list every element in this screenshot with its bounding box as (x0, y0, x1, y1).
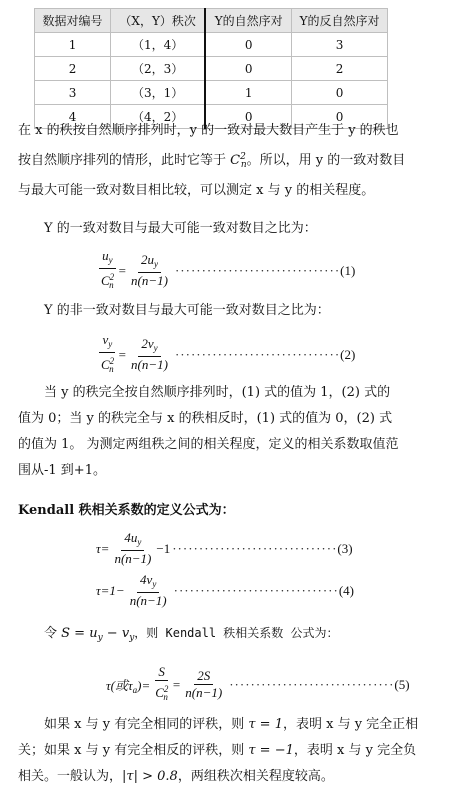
table-row (35, 57, 388, 81)
paragraph-define-s: 令 $S = u_y - v_y$，则 Kendall 秩相关系数 公式为： (44, 626, 339, 643)
cell-discordant: 0 (292, 81, 388, 105)
rank-pairs-table (34, 8, 388, 129)
paragraph-ratio-concordant: Y 的一致对数目与最大可能一致对数目之比为： (44, 221, 317, 236)
text-span: 。所以，用 y 的一致对数目 (246, 153, 406, 168)
paragraph-explanation (18, 380, 438, 484)
text-line: 关；如果 x 与 y 有完全相反的评秩，则 τ = −1，表明 x 与 y 完全负 (18, 743, 417, 758)
text-line: 相关。一般认为，|τ| > 0.8，两组秩次相关程度较高。 (18, 769, 334, 784)
text-line (18, 144, 438, 178)
text-line: 围从-1 到+1。 (18, 463, 106, 478)
formula-4: τ=1− $\frac{4v_y}{n(n-1)}$ ······························· (4) (96, 572, 355, 608)
inline-math-s: $S = u_y - v_y$ (61, 626, 135, 643)
text-span: 按自然顺序排列的情形，此时它等于 (18, 153, 231, 168)
formula-5: τ(或$\tau_a)=$ $\frac{S}{C^2_n}$ = $\frac{2S}{n(n-1)}$ ······························· (5) (106, 664, 410, 705)
text-line: 在 x 的秩按自然顺序排列时，y 的一致对最大数目产生于 y 的秩也 (18, 123, 399, 138)
cell-concordant: 0 (205, 105, 291, 129)
paragraph-conclusion (18, 712, 438, 790)
fraction: $\frac{v_y}{C^2_n}$ (101, 332, 115, 374)
leader-dots: ······························· (174, 262, 341, 278)
fraction: $\frac{u_y}{C^2_n}$ (101, 248, 115, 290)
equation-label: (4) (338, 582, 355, 598)
text-line: 如果 x 与 y 有完全相同的评秩，则 τ = 1，表明 x 与 y 完全正相 (44, 717, 419, 732)
cell-pair-no: 1 (35, 33, 111, 57)
equation-label: (1) (340, 262, 356, 278)
paragraph-intro (18, 118, 438, 204)
text-line: 的值为 1。 为测定两组秩之间的相关程度，定义的相关系数取值范 (18, 437, 399, 452)
cell-pair-no: 3 (35, 81, 111, 105)
fraction: $\frac{2u_y}{n(n-1)}$ (131, 252, 168, 288)
cell-concordant: 1 (205, 81, 291, 105)
text-line: 与最大可能一致对数目相比较，可以测定 x 与 y 的相关程度。 (18, 183, 375, 198)
leader-dots: ······························· (173, 582, 339, 598)
equation-label: (3) (337, 540, 353, 556)
formula-2: $\frac{v_y}{C^2_n}$ = $\frac{2v_y}{n(n-1)}$ ······························· (2) (96, 332, 355, 377)
cell-discordant: 3 (292, 33, 388, 57)
fraction: $\frac{S}{C^2_n}$ (155, 664, 169, 702)
col-header-rank: （X，Y）秩次 (111, 9, 206, 33)
cell-rank: （2，3） (111, 57, 206, 81)
cell-concordant: 0 (205, 33, 291, 57)
cell-discordant: 2 (292, 57, 388, 81)
section-heading: Kendall 秩相关系数的定义公式为： (18, 503, 235, 518)
col-header-discordant: Y的反自然序对 (292, 9, 388, 33)
inline-math-cn: $C^2_n$ (230, 152, 247, 170)
table-row (35, 81, 388, 105)
formula-3: τ= $\frac{4u_y}{n(n-1)}$ −1 ······························· (3) (96, 530, 353, 566)
fraction: $\frac{2S}{n(n-1)}$ (185, 668, 223, 700)
cell-rank: （1，4） (111, 33, 206, 57)
text-line: 值为 0；当 y 的秩完全与 x 的秩相反时，(1) 式的值为 0，(2) 式 (18, 411, 393, 426)
cell-concordant: 0 (205, 57, 291, 81)
fraction: $\frac{4u_y}{n(n-1)}$ (114, 530, 152, 566)
cell-discordant: 0 (292, 105, 388, 129)
equation-label: (2) (340, 346, 356, 362)
fraction: $\frac{4v_y}{n(n-1)}$ (129, 572, 167, 608)
text-line: 当 y 的秩完全按自然顺序排列时，(1) 式的值为 1，(2) 式的 (44, 385, 391, 400)
fraction: $\frac{2v_y}{n(n-1)}$ (131, 336, 168, 372)
col-header-concordant: Y的自然序对 (205, 9, 291, 33)
equation-label: (5) (394, 676, 410, 692)
cell-rank: （4，2） (111, 105, 206, 129)
paragraph-ratio-discordant: Y 的非一致对数目与最大可能一致对数目之比为： (44, 303, 330, 318)
formula-1: $\frac{u_y}{C^2_n}$ = $\frac{2u_y}{n(n-1)}$ ······························· (1) (96, 248, 355, 293)
leader-dots: ······························· (174, 346, 341, 362)
table-row (35, 33, 388, 57)
cell-pair-no: 2 (35, 57, 111, 81)
cell-pair-no: 4 (35, 105, 111, 129)
cell-rank: （3，1） (111, 81, 206, 105)
col-header-pair-no: 数据对编号 (35, 9, 111, 33)
leader-dots: ······························· (229, 676, 395, 692)
leader-dots: ······························· (172, 540, 338, 556)
table-header-row (35, 9, 388, 33)
